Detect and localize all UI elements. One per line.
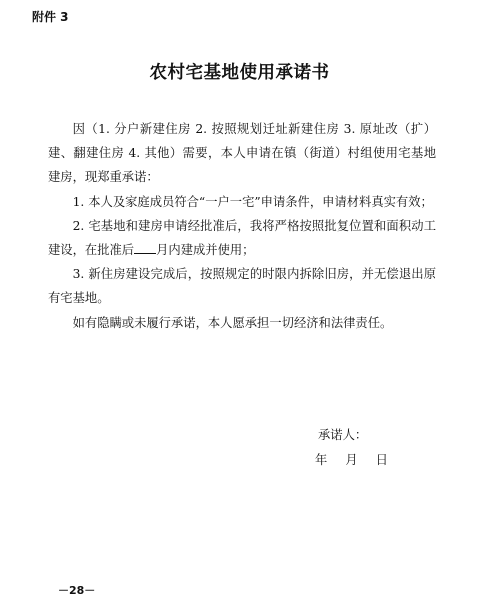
date-month: 月 [345, 453, 358, 467]
page-number: －28－ [58, 584, 96, 597]
date-year: 年 [315, 453, 328, 467]
document-body [48, 117, 436, 335]
pledge-item-2-text-after: 月内建成并使用； [156, 243, 255, 258]
date-day: 日 [375, 453, 388, 467]
pledge-item-1: 1. 本人及家庭成员符合“一户一宅”申请条件，申请材料真实有效； [72, 194, 433, 209]
months-blank-field [134, 243, 156, 254]
attachment-label: 附件 3 [32, 10, 69, 24]
intro-paragraph: 因（1. 分户新建住房 2. 按照规划迁址新建住房 3. 原址改（扩）建、翻建住房 4. 其他）需要，本人申请在镇（街道）村组使用宅基地建房，现郑重承诺： [48, 122, 436, 185]
pledge-item-2-text-before: 2. 宅基地和建房申请经批准后，我将严格按照批复位置和面积动工建设，在批准后 [48, 218, 436, 258]
signer-label: 承诺人： [318, 428, 368, 442]
closing-statement: 如有隐瞒或未履行承诺，本人愿承担一切经济和法律责任。 [72, 315, 393, 330]
date-line [315, 451, 388, 469]
pledge-item-3: 3. 新住房建设完成后，按照规定的时限内拆除旧房，并无偿退出原有宅基地。 [48, 267, 436, 306]
document-title: 农村宅基地使用承诺书 [149, 63, 330, 83]
pledge-item-2 [48, 214, 436, 262]
